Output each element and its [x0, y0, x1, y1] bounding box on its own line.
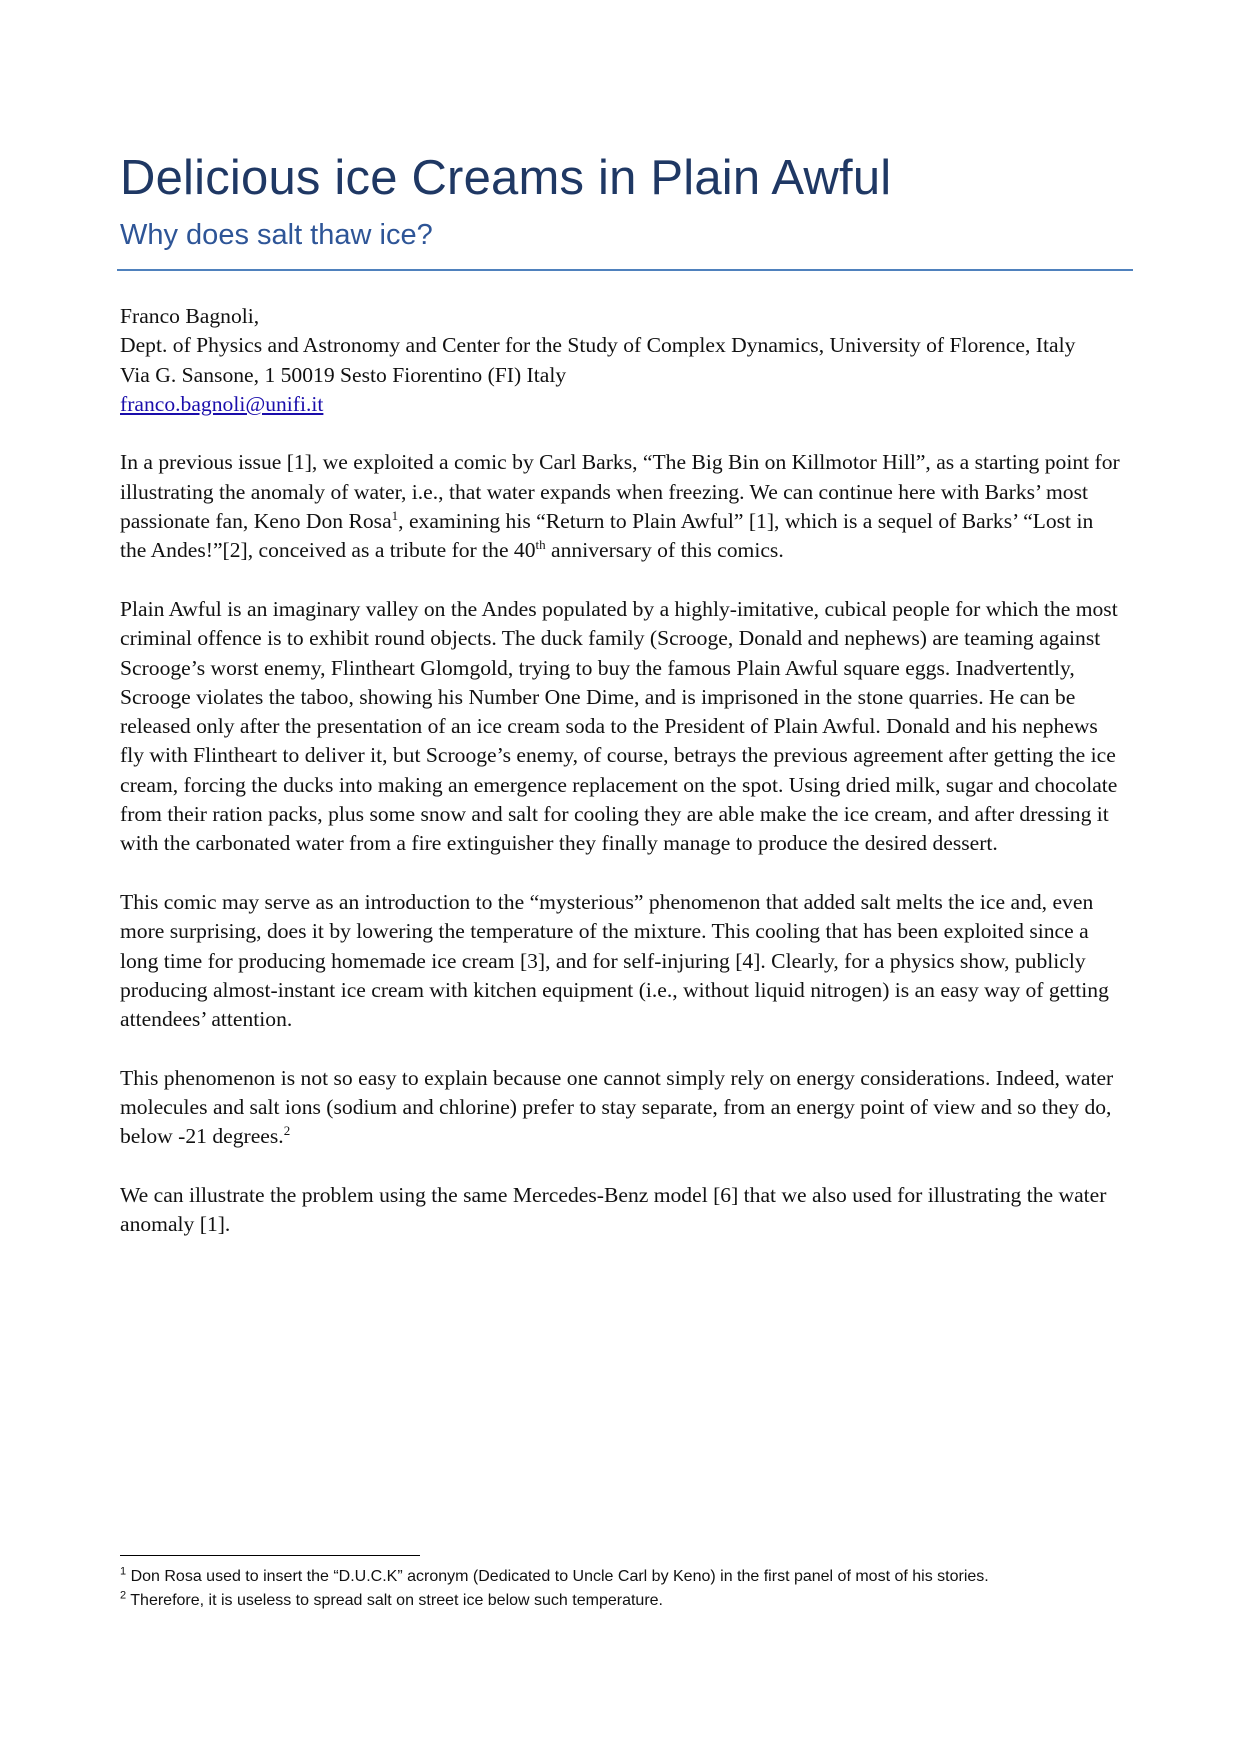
- document-body: [120, 302, 1125, 1269]
- footnote-text-2: Therefore, it is useless to spread salt on street ice below such temperature.: [126, 1592, 663, 1609]
- footnote-mark-2: 2: [120, 1589, 127, 1602]
- author-email-link[interactable]: franco.bagnoli@unifi.it: [120, 391, 324, 416]
- author-affiliation: Dept. of Physics and Astronomy and Center for the Study of Complex Dynamics, University of Florence, Italy: [120, 333, 1076, 358]
- paragraph-intro-text-a: In a previous issue [1], we exploited a comic by Carl Barks, “The Big Bin on Killmotor Hill”, as a starting point for illustrating the anomaly of water, i.e., that water expands when freezing. We can continue here with Barks’ most passionate fan, Keno Don Rosa: [120, 450, 1120, 534]
- title-divider: [117, 269, 1133, 271]
- footnote-1: [120, 1565, 1120, 1589]
- paragraph-energy: [120, 1064, 1125, 1152]
- document-subtitle: Why does salt thaw ice?: [120, 219, 433, 251]
- footnote-ref-2[interactable]: 2: [283, 1123, 291, 1139]
- footnote-mark-1: 1: [120, 1565, 127, 1578]
- paragraph-energy-text: This phenomenon is not so easy to explain because one cannot simply rely on energy considerations. Indeed, water molecules and salt ions (sodium and chlorine) prefer to stay separate, from an energy point of view and so they do, below -21 degrees.: [120, 1065, 1114, 1149]
- paragraph-phenomenon: This comic may serve as an introduction to the “mysterious” phenomenon that added salt melts the ice and, even more surprising, does it by lowering the temperature of the mixture. This cooling that has been exploited since a long time for producing homemade ice cream [3], and for self-injuring [4]. Clearly, for a physics show, publicly producing almost-instant ice cream with kitchen equipment (i.e., without liquid nitrogen) is an easy way of getting attendees’ attention.: [120, 889, 1109, 1032]
- paragraph-plain-awful: Plain Awful is an imaginary valley on the Andes populated by a highly-imitative, cubical people for which the most criminal offence is to exhibit round objects. The duck family (Scrooge, Donald and nephews) are teaming against Scrooge’s worst enemy, Flintheart Glomgold, trying to buy the famous Plain Awful square eggs. Inadvertently, Scrooge violates the taboo, showing his Number One Dime, and is imprisoned in the stone quarries. He can be released only after the presentation of an ice cream soda to the President of Plain Awful. Donald and his nephews fly with Flintheart to deliver it, but Scrooge’s enemy, of course, betrays the previous agreement after getting the ice cream, forcing the ducks into making an emergence replacement on the spot. Using dried milk, sugar and chocolate from their ration packs, plus some snow and salt for cooling they are able make the ice cream, and after dressing it with the carbonated water from a fire extinguisher they finally manage to produce the desired dessert.: [120, 596, 1118, 856]
- paragraph-intro-text-c: anniversary of this comics.: [545, 538, 784, 563]
- ordinal-suffix: th: [535, 537, 546, 553]
- paragraph-model: We can illustrate the problem using the same Mercedes-Benz model [6] that we also used for illustrating the water anomaly [1].: [120, 1182, 1107, 1237]
- document-title: Delicious ice Creams in Plain Awful: [120, 151, 892, 205]
- author-name: Franco Bagnoli,: [120, 304, 260, 328]
- author-address: Via G. Sansone, 1 50019 Sesto Fiorentino (FI) Italy: [120, 362, 567, 387]
- paragraph-intro-text-b: , examining his “Return to Plain Awful” [1], which is a sequel of Barks’ “Lost in the Andes!”[2], conceived as a tribute for the 40: [120, 509, 1094, 563]
- paragraph-intro: [120, 448, 1125, 565]
- footnote-text-1: Don Rosa used to insert the “D.U.C.K” acronym (Dedicated to Uncle Carl by Keno) in the first panel of most of his stories.: [126, 1568, 989, 1585]
- footnote-ref-1[interactable]: 1: [391, 507, 399, 523]
- footnote-2: [120, 1589, 1120, 1613]
- footnotes: [120, 1565, 1120, 1613]
- author-block: [120, 302, 1125, 419]
- footnote-divider: [120, 1555, 420, 1556]
